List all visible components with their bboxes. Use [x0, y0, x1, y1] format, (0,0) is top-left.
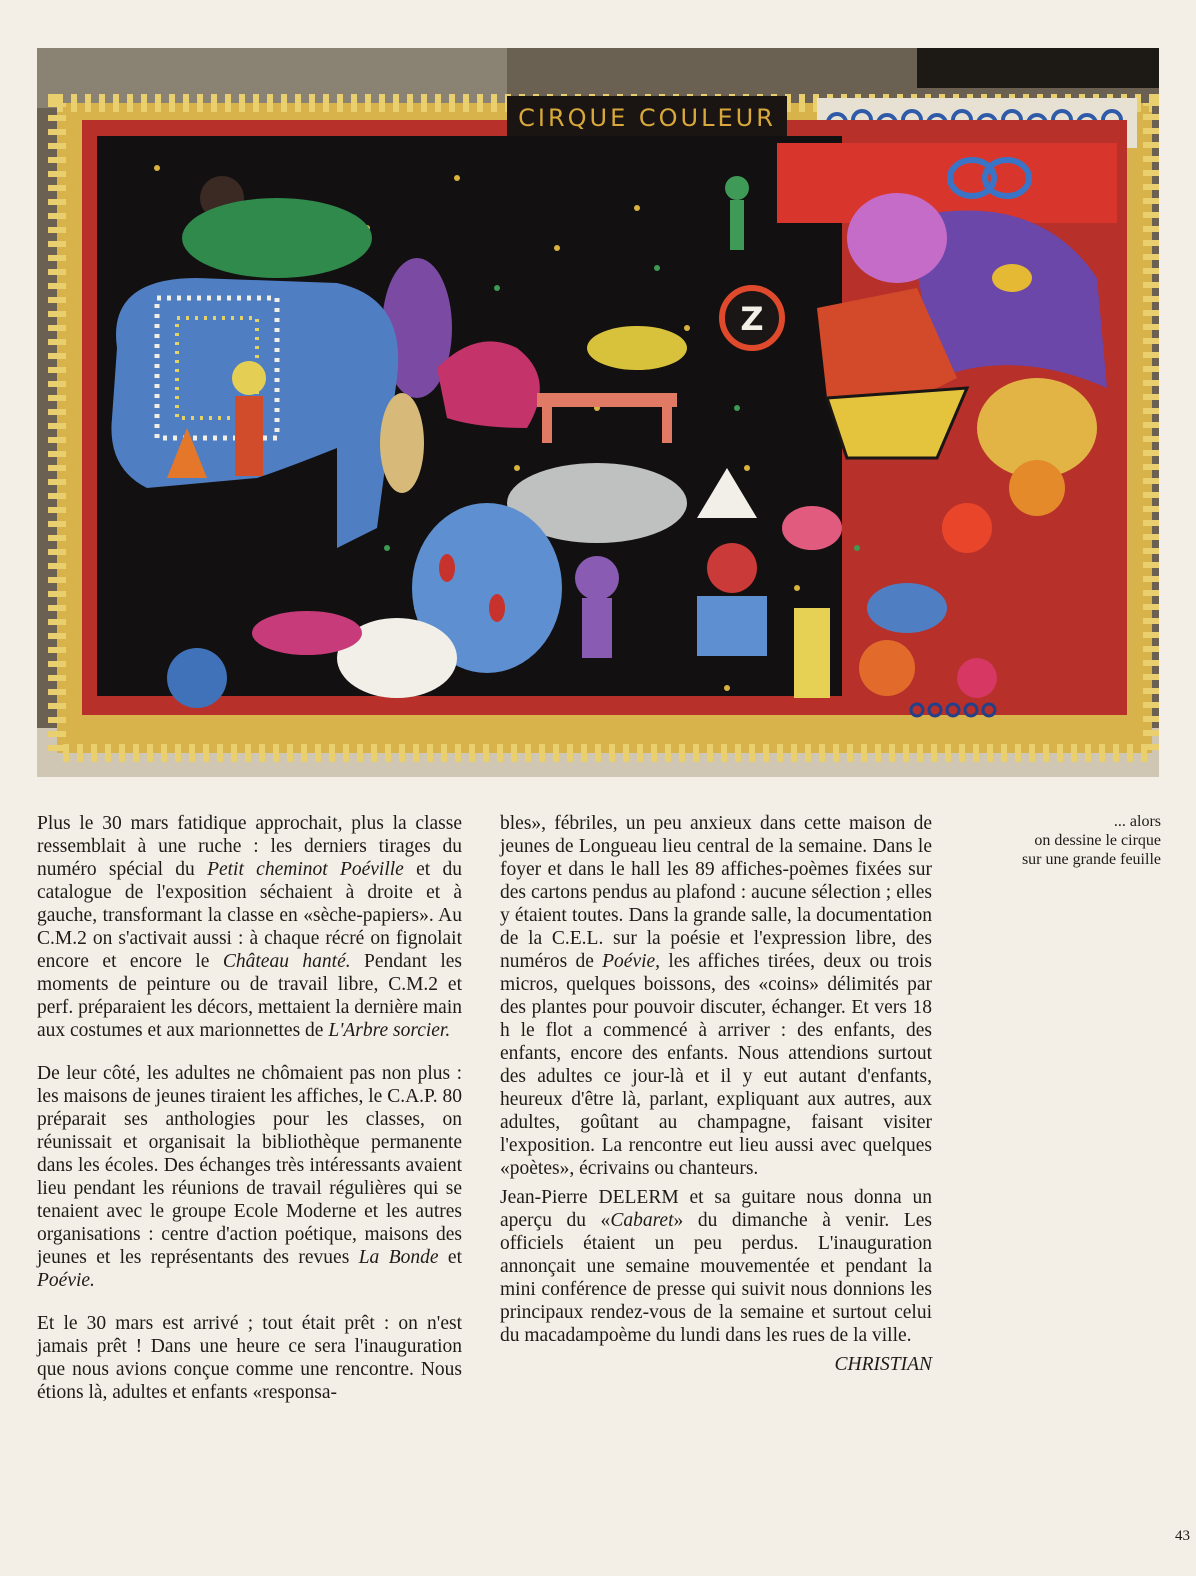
author-signature: CHRISTIAN	[834, 1354, 932, 1375]
text-run: et	[438, 1247, 462, 1268]
paragraph-4	[500, 812, 932, 1180]
text-run: Jean-Pierre DELERM et sa guitare nous donna un aperçu du «	[500, 1187, 932, 1231]
page-number: 43	[1175, 1528, 1190, 1544]
text-run: Plus le 30 mars fatidique approchait, plus la classe ressemblait à une ruche : les derniers tirages du numéro spécial du	[37, 813, 462, 880]
title-poevie: Poévie,	[602, 951, 661, 972]
text-column-left	[37, 812, 462, 1424]
text-run: » du dimanche à venir. Les officiels étaient un peu perdus. L'inauguration annonçait une semaine mouvementée et pendant la mini conférence de presse qui suivit nous donnions les principaux rendez-vous de la semaine et surtout celui du macadampoème du lundi dans les rues de la ville.	[500, 1210, 932, 1346]
text-run: bles», fébriles, un peu anxieux dans cette maison de jeunes de Longueau lieu central de la semaine. Dans le foyer et dans le hall les 89 affiches-poèmes fixées sur des cartons pendus au plafond : aucune sélection ; elles y étaient toutes. Dans la grande salle, la documentation de la C.E.L. sur la poésie et l'expression libre, des numéros de	[500, 813, 932, 972]
title-petit-cheminot: Petit cheminot Poéville	[207, 859, 404, 880]
title-arbre-sorcier: L'Arbre sorcier.	[328, 1020, 451, 1041]
text-run: Pendant les moments de peinture ou de travail libre, C.M.2 et perf. préparaient les décors, mettaient la dernière main aux costumes et aux marionnettes de	[37, 951, 463, 1041]
painting-illustration	[37, 48, 1159, 777]
title-la-bonde: La Bonde	[358, 1247, 439, 1268]
caption-line-1: ... alors	[1113, 813, 1161, 830]
paragraph-1	[37, 812, 462, 1042]
photo-caption	[965, 812, 1161, 869]
painting-photo	[37, 48, 1159, 777]
caption-line-3: sur une grande feuille	[1021, 851, 1161, 868]
text-column-right	[500, 812, 932, 1376]
paragraph-2	[37, 1062, 462, 1292]
text-run: Et le 30 mars est arrivé ; tout était prêt : on n'est jamais prêt ! Dans une heure ce sera l'inauguration que nous avions conçue comme une rencontre. Nous étions là, adultes et enfants «responsa-	[37, 1313, 462, 1403]
text-run: et du catalogue de l'exposition séchaient à droite et à gauche, transformant la classe en «sèche-papiers». Au C.M.2 on s'activait aussi : à chaque récré on fignolait encore et encore le	[37, 859, 462, 972]
title-chateau-hante: Château hanté.	[222, 951, 351, 972]
title-cabaret: Cabaret	[610, 1210, 674, 1231]
z-letter: Z	[740, 300, 764, 338]
paragraph-3	[37, 1312, 462, 1404]
caption-line-2: on dessine le cirque	[1034, 832, 1161, 849]
banner-text: CIRQUE COULEUR	[518, 104, 776, 132]
title-poevie: Poévie.	[37, 1270, 95, 1291]
paragraph-5	[500, 1186, 932, 1347]
text-run: les affiches tirées, deux ou trois micros, quelques boissons, des «coins» délimités par des plantes pour pouvoir discuter, échanger. Et vers 18 h le flot a commencé à arriver : des enfants, des enfants, encore des enfants. Nous attendions surtout des adultes ce jour-là et il y eut autant d'enfants, heureux d'être là, parlant, expliquant aux autres, aux adultes, goûtant au champagne, faisant visiter l'exposition. La rencontre eut lieu aussi avec quelques «poètes», écrivains ou chanteurs.	[500, 951, 932, 1179]
text-run: De leur côté, les adultes ne chômaient pas non plus : les maisons de jeunes tiraient les affiches, le C.A.P. 80 préparait ses anthologies pour les classes, on réunissait et organisait la bibliothèque permanente dans les écoles. Des échanges très intéressants avaient lieu pendant les réunions de travail régulières qui se tenaient avec le groupe Ecole Moderne et les autres organisations : centre d'action poétique, maisons des jeunes et les représentants des revues	[37, 1063, 462, 1268]
